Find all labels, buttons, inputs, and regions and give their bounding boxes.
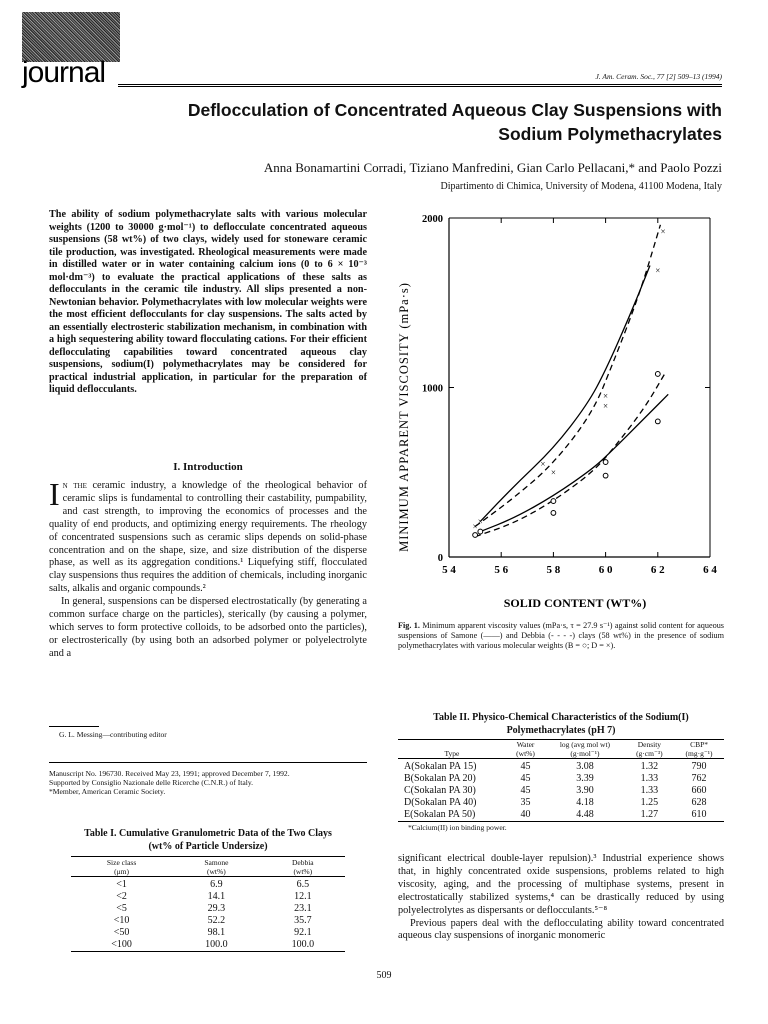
table-row xyxy=(398,761,724,773)
table-header: (g·mol⁻¹) xyxy=(570,749,600,758)
table-title-line: Polymethacrylates (pH 7) xyxy=(506,725,616,736)
table-cell: 100.0 xyxy=(291,939,315,950)
header-rule xyxy=(118,86,722,87)
table-cell: <2 xyxy=(116,891,127,902)
chart-point-cross: × xyxy=(550,467,556,478)
chart-x-tick-label: 5 8 xyxy=(546,564,561,576)
table-cell: 52.2 xyxy=(207,915,226,926)
table-header: (wt%) xyxy=(207,867,226,876)
table-cell: C(Sokalan PA 30) xyxy=(404,785,476,796)
table-header: (wt%) xyxy=(293,867,313,876)
table-cell: 45 xyxy=(520,785,531,796)
table-cell: 45 xyxy=(520,773,531,784)
chart-series-line xyxy=(472,372,666,536)
chart-point-cross: × xyxy=(603,401,609,412)
table-cell: 610 xyxy=(691,809,707,820)
manuscript-notes xyxy=(49,769,367,796)
table-cell: 1.33 xyxy=(640,785,659,796)
table-1-grid xyxy=(71,858,345,953)
chart-series-line xyxy=(477,394,668,531)
table-row xyxy=(398,785,724,797)
chart-x-tick-label: 6 4 xyxy=(703,564,717,576)
table-cell: 1.32 xyxy=(640,761,659,772)
editor-note: G. L. Messing—contributing editor xyxy=(59,730,167,739)
chart-series-line xyxy=(475,225,660,527)
table-cell: 762 xyxy=(691,773,707,784)
table-cell: B(Sokalan PA 20) xyxy=(404,773,476,784)
right-paragraph-1: significant electrical double-layer repulsion).³ Industrial experience shows that, in highly concentrated oxide suspensions, problems related to high viscosity, aging, and the processing of multiphase systems, present in electrostatically stabilized systems,⁴ can be drastically reduced by using polyelectrolytes as dispersants or deflocculants.⁵⁻⁸ xyxy=(398,853,724,916)
chart-x-tick-label: 6 0 xyxy=(598,564,613,576)
intro-text xyxy=(49,476,367,661)
table-2 xyxy=(398,711,724,832)
table-cell: 1.27 xyxy=(640,809,659,820)
chart-point-cross: × xyxy=(655,265,661,276)
chart-point-circle xyxy=(603,460,608,465)
chart-point-circle xyxy=(603,473,608,478)
affiliation: Dipartimento di Chimica, University of Modena, 41100 Modena, Italy xyxy=(440,181,722,192)
table-cell: 4.18 xyxy=(576,797,594,808)
table-header: Type xyxy=(444,749,460,758)
header-rule xyxy=(118,84,722,85)
chart-y-tick-label: 1000 xyxy=(422,383,443,395)
intro-paragraph xyxy=(49,476,367,596)
table-cell: 14.1 xyxy=(207,891,226,902)
article-title xyxy=(122,98,722,146)
table-2-grid xyxy=(398,740,724,823)
table-row xyxy=(71,915,345,927)
table-1-title xyxy=(49,827,367,853)
figure-1-chart xyxy=(392,205,732,610)
table-header: (g·cm⁻³) xyxy=(636,749,663,758)
chart-y-axis-label: MINIMUM APPARENT VISCOSITY (mPa·s) xyxy=(397,282,411,552)
intro-p2: In general, suspensions can be dispersed electrostatically (by generating a common surface charge on the particles), sterically (by causing a polymer, which serves to form protective colloids, to be adsorbed onto the particles), or electrosterically (by using both an adsorbed polymer or polyelectrolyte and a xyxy=(49,596,367,659)
table-row xyxy=(71,927,345,939)
table-row xyxy=(398,797,724,809)
table-cell: 660 xyxy=(691,785,707,796)
table-cell: <5 xyxy=(116,903,127,914)
chart-point-cross: × xyxy=(660,226,666,237)
table-cell: 45 xyxy=(520,761,531,772)
table-header: Size class xyxy=(106,858,137,867)
manuscript-note: Manuscript No. 196730. Received May 23, 1991; approved December 7, 1992. xyxy=(49,769,290,778)
table-cell: 100.0 xyxy=(205,939,228,950)
table-cell: <1 xyxy=(116,879,127,890)
page-number: 509 xyxy=(376,970,392,981)
chart-point-cross: × xyxy=(540,458,546,469)
table-cell: 790 xyxy=(691,761,707,772)
chart-point-cross: × xyxy=(477,516,483,527)
table-cell: 35.7 xyxy=(294,915,312,926)
table-header: Debbia xyxy=(291,858,314,867)
authors: Anna Bonamartini Corradi, Tiziano Manfredini, Gian Carlo Pellacani,* and Paolo Pozzi xyxy=(263,160,722,175)
table-cell: 35 xyxy=(520,797,531,808)
support-note: Supported by Consiglio Nazionale delle Ricerche (C.N.R.) of Italy. xyxy=(49,778,254,787)
table-cell: D(Sokalan PA 40) xyxy=(404,797,477,808)
table-cell: 4.48 xyxy=(576,809,594,820)
table-cell: A(Sokalan PA 15) xyxy=(404,761,477,772)
section-heading: I. Introduction xyxy=(173,461,243,473)
figure-caption-text: Minimum apparent viscosity values (mPa·s, τ = 27.9 s⁻¹) against solid content for aqueous suspensions of Samone (——) and Debbia (- - - -) clays (58 wt%) in the presence of sodium polymethacrylates with various molecular weights (B = ○; D = ×). xyxy=(398,621,724,650)
title-line: Deflocculation of Concentrated Aqueous Clay Suspensions with xyxy=(187,100,722,120)
table-header: (wt%) xyxy=(516,749,535,758)
table-cell: 3.08 xyxy=(576,761,594,772)
table-2-footnote: *Calcium(II) ion binding power. xyxy=(408,823,507,832)
table-cell: 1.33 xyxy=(640,773,659,784)
member-note: *Member, American Ceramic Society. xyxy=(49,787,166,796)
right-paragraph-2: Previous papers deal with the deflocculating ability toward concentrated aqueous clay suspensions of inorganic monomeric xyxy=(398,917,724,942)
table-header: (μm) xyxy=(114,867,130,876)
table-cell: 6.9 xyxy=(210,879,223,890)
table-cell: 6.5 xyxy=(296,879,310,890)
journal-wordmark: journal xyxy=(22,56,106,89)
table-cell: 98.1 xyxy=(207,927,226,938)
table-row xyxy=(71,879,345,891)
table-cell: 92.1 xyxy=(294,927,312,938)
chart-point-circle xyxy=(473,533,478,538)
table-cell: 29.3 xyxy=(207,903,226,914)
chart-x-tick-label: 5 6 xyxy=(494,564,509,576)
footnote-rule xyxy=(49,762,367,763)
table-cell: <50 xyxy=(113,927,130,938)
table-cell: <10 xyxy=(113,915,130,926)
chart-series-line xyxy=(480,265,650,521)
journal-citation: J. Am. Ceram. Soc., 77 [2] 509–13 (1994) xyxy=(595,72,722,81)
right-column-text xyxy=(398,853,724,943)
table-header: log (avg mol wt) xyxy=(559,740,611,749)
chart-y-tick-label: 0 xyxy=(437,553,443,564)
table-cell: 1.25 xyxy=(640,797,659,808)
table-row xyxy=(71,891,345,903)
table-cell: 628 xyxy=(691,797,707,808)
table-title-line: (wt% of Particle Undersize) xyxy=(148,841,268,852)
chart-y-tick-label: 2000 xyxy=(422,214,443,225)
drop-cap: I xyxy=(49,476,60,512)
table-row xyxy=(398,809,724,822)
table-2-title xyxy=(398,711,724,737)
table-header: Water xyxy=(516,740,535,749)
table-cell: 12.1 xyxy=(294,891,312,902)
table-row xyxy=(398,773,724,785)
chart-x-tick-label: 6 2 xyxy=(650,564,665,576)
intro-p1: ceramic industry, a knowledge of the rheological behavior of ceramic slips is fundamental to controlling their castability, pumpability, and cast strength, to improving the economics of processes and the quality of end products, and optimizing energy requirements. The rheology of concentrated suspensions such as ceramic slips depends on solid-phase concentration and on the shape, size, and size distribution of the disperse phase, as well as its aggregation conditions.¹ Liquefying stiff, flocculated clay suspensions thus requires the addition of chemicals, including inorganic salts, alkalis and organic compounds.² xyxy=(49,480,367,595)
intro-lead: n the xyxy=(62,480,87,491)
journal-logo xyxy=(22,12,120,62)
chart-point-circle xyxy=(478,529,483,534)
table-cell: 3.39 xyxy=(576,773,594,784)
chart-point-cross: × xyxy=(603,390,609,401)
table-row xyxy=(71,939,345,952)
figure-label: Fig. 1. xyxy=(398,621,420,630)
abstract: The ability of sodium polymethacrylate salts with various molecular weights (1200 to 30000 g·mol⁻¹) to deflocculate concentrated aqueous suspensions (58 wt%) of two clays, widely used for stoneware ceramic tile production, was investigated. Rheological measurements were made in distilled water or in water containing calcium ions (0 to 6 × 10⁻³ mol·dm⁻³) to evaluate the practical applications of these salts as deflocculants in the ceramic tile industry. All slips presented a non-Newtonian behavior. Polymethacrylates with low molecular weights were the most efficient deflocculants for clay suspensions. The salts acted by an essentially electrosteric stabilization mechanism, in combination with a high sequestering ability toward flocculating cations. For their efficient deflocculating capabilities toward concentrated aqueous clay suspensions, sodium(I) polymethacrylates may be considered for practical industrial application, in particular for the preparation of liquid deflocculants. xyxy=(49,209,367,395)
chart-point-circle xyxy=(655,419,660,424)
chart-x-tick-label: 5 4 xyxy=(442,564,456,576)
chart-point-circle xyxy=(655,372,660,377)
table-title-line: Table I. Cumulative Granulometric Data of the Two Clays xyxy=(84,828,332,839)
table-cell: 3.90 xyxy=(576,785,594,796)
table-header: Samone xyxy=(204,858,229,867)
footnote-rule xyxy=(49,726,99,727)
table-cell: <100 xyxy=(111,939,132,950)
table-header: Density xyxy=(637,740,662,749)
chart-point-cross: × xyxy=(472,521,478,532)
chart-point-circle xyxy=(551,499,556,504)
chart-x-axis-label: SOLID CONTENT (WT%) xyxy=(503,596,647,610)
chart-point-circle xyxy=(551,511,556,516)
table-cell: 40 xyxy=(520,809,531,820)
table-header: CBP* xyxy=(690,740,708,749)
table-header: (mg·g⁻¹) xyxy=(685,749,713,758)
table-cell: E(Sokalan PA 50) xyxy=(404,809,476,820)
table-row xyxy=(71,903,345,915)
table-cell: 23.1 xyxy=(294,903,312,914)
figure-caption xyxy=(398,621,724,651)
table-1 xyxy=(49,827,367,953)
table-title-line: Table II. Physico-Chemical Characteristics of the Sodium(I) xyxy=(433,712,689,723)
title-line: Sodium Polymethacrylates xyxy=(498,124,722,144)
